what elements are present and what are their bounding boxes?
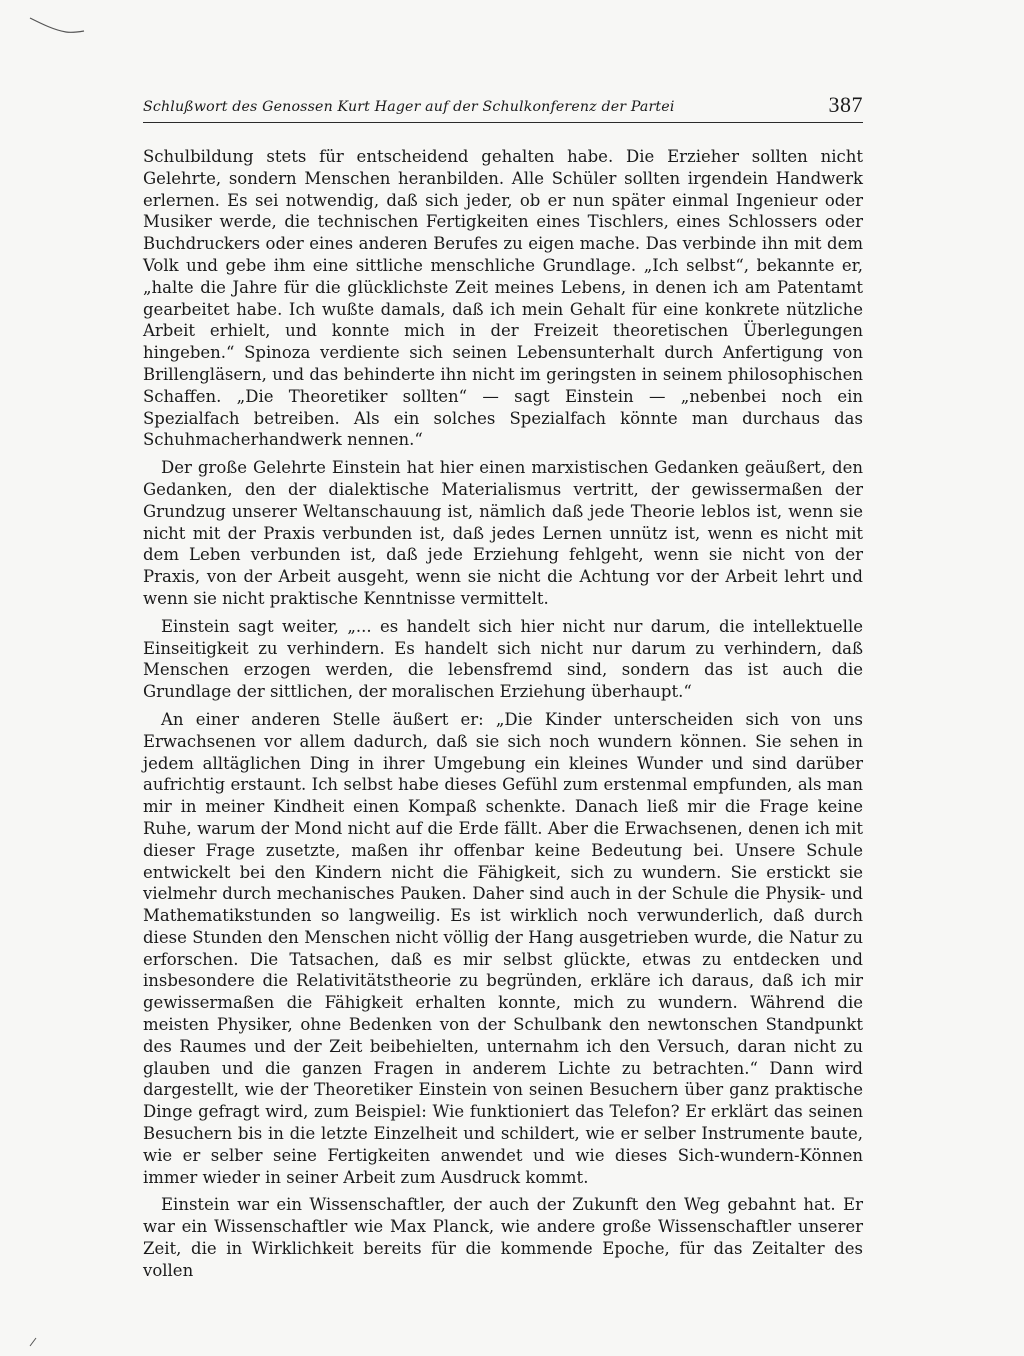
paragraph: Der große Gelehrte Einstein hat hier einen marxistischen Gedanken geäußert, den Gedanken, den der dialektische Materialismus vertritt, der gewissermaßen der Grundzug unserer Weltanschauung ist, nämlich daß jede Theorie leblos ist, wenn sie nicht mit der Praxis verbunden ist, daß jedes Lernen unnütz ist, wenn es nicht mit dem Leben verbunden ist, daß jede Erziehung fehlgeht, wenn sie nicht von der Praxis, von der Arbeit ausgeht, wenn sie nicht die Achtung vor der Arbeit lehrt und wenn sie nicht praktische Kenntnisse vermittelt. <box>143 458 863 608</box>
paragraph: Schulbildung stets für entscheidend gehalten habe. Die Erzieher sollten nicht Gelehrte, sondern Menschen heranbilden. Alle Schüler sollten irgendein Handwerk erlernen. Es sei notwendig, daß sich jeder, ob er nun später einmal Ingenieur oder Musiker werde, die technischen Fertigkeiten eines Tischlers, eines Schlossers oder Buchdruckers oder eines anderen Berufes zu eigen mache. Das verbinde ihn mit dem Volk und gebe ihm eine sittliche menschliche Grundlage. „Ich selbst“, bekannte er, „halte die Jahre für die glücklichste Zeit meines Lebens, in denen ich am Patentamt gearbeitet habe. Ich wußte damals, daß ich mein Gehalt für eine konkrete nützliche Arbeit erhielt, und konnte mich in der Freizeit theoretischen Überlegungen hingeben.“ Spinoza verdiente sich seinen Lebensunterhalt durch Anfertigung von Brillengläsern, und das behinderte ihn nicht im geringsten in seinem philosophischen Schaffen. „Die Theoretiker sollten“ — sagt Einstein — „nebenbei noch ein Spezialfach betreiben. Als ein solches Spezialfach könnte man durchaus das Schuhmacherhandwerk nennen.“ <box>143 147 863 450</box>
scan-mark <box>28 14 86 36</box>
paragraph: Einstein sagt weiter, „... es handelt sich hier nicht nur darum, die intellektuelle Einseitigkeit zu verhindern. Es handelt sich nicht nur darum zu verhindern, daß Menschen erzogen werden, die lebensfremd sind, sondern das ist auch die Grundlage der sittlichen, der moralischen Erziehung überhaupt.“ <box>143 616 863 702</box>
page-number: 387 <box>828 92 863 117</box>
paragraph: An einer anderen Stelle äußert er: „Die Kinder unterscheiden sich von uns Erwachsenen vor allem dadurch, daß sie sich noch wundern können. Sie sehen in jedem alltäglichen Ding in ihrer Umgebung ein kleines Wunder und sind darüber aufrichtig erstaunt. Ich selbst habe dieses Gefühl zum erstenmal empfunden, als man mir in meiner Kindheit einen Kompaß schenkte. Danach ließ mir die Frage keine Ruhe, warum der Mond nicht auf die Erde fällt. Aber die Erwachsenen, denen ich mit dieser Frage zusetzte, maßen ihr offenbar keine Bedeutung bei. Unsere Schule entwickelt bei den Kindern nicht die Fähigkeit, sich zu wundern. Sie erstickt sie vielmehr durch mechanisches Pauken. Daher sind auch in der Schule die Physik- und Mathematikstunden so langweilig. Es ist wirklich noch verwunderlich, daß durch diese Stunden den Menschen nicht völlig der Hang ausgetrieben wurde, die Natur zu erforschen. Die Tatsachen, daß es mir selbst glückte, etwas zu entdecken und insbesondere die Relativitätstheorie zu begründen, erkläre ich daraus, daß ich mir gewissermaßen die Fähigkeit erhalten konnte, mich zu wundern. Während die meisten Physiker, ohne Bedenken von der Schulbank den newtonschen Standpunkt des Raumes und der Zeit beibehielten, unternahm ich den Versuch, daran nicht zu glauben und die ganzen Fragen in anderem Lichte zu betrachten.“ Dann wird dargestellt, wie der Theoretiker Einstein von seinen Besuchern über ganz praktische Dinge gefragt wird, zum Beispiel: Wie funktioniert das Telefon? Er erklärt das seinen Besuchern bis in die letzte Einzelheit und schildert, wie er selber Instrumente baute, wie er selber seine Fertigkeiten anwendet und wie dieses Sich-wundern-Können immer wieder in seiner Arbeit zum Ausdruck kommt. <box>143 709 863 1187</box>
scan-mark <box>28 1334 42 1348</box>
paragraph: Einstein war ein Wissenschaftler, der auch der Zukunft den Weg gebahnt hat. Er war ein Wissenschaftler wie Max Planck, wie andere große Wissenschaftler unserer Zeit, die in Wirklichkeit bereits für die kommende Epoche, für das Zeitalter des vollen <box>143 1195 863 1280</box>
page-header <box>143 92 863 128</box>
running-title: Schlußwort des Genossen Kurt Hager auf der Schulkonferenz der Partei <box>143 99 675 115</box>
header-rule <box>143 122 863 123</box>
body-text <box>143 146 863 1288</box>
